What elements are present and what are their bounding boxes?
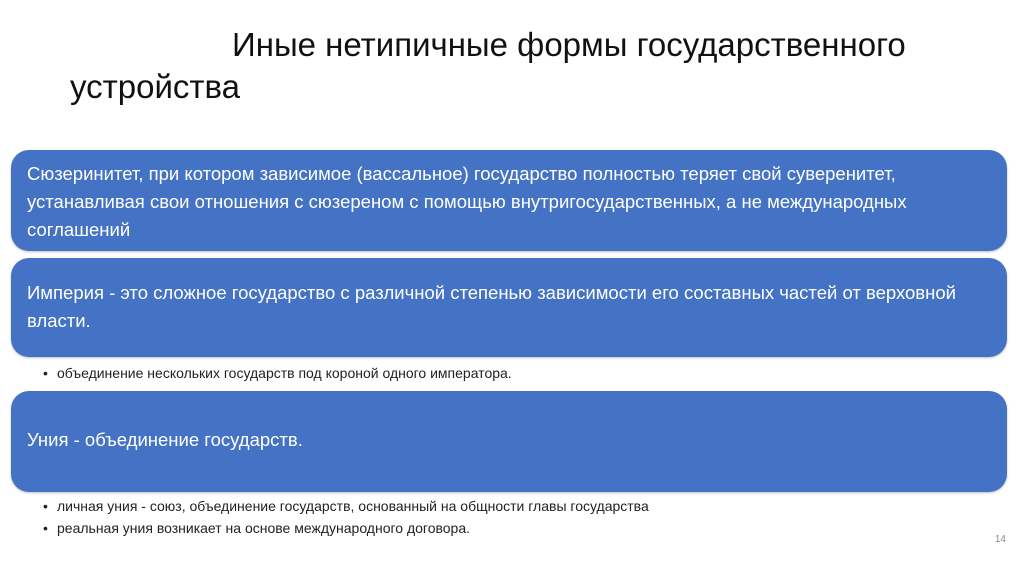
page-number: 14 bbox=[994, 534, 1006, 545]
suzerainty-box bbox=[11, 150, 1007, 251]
empire-text: Империя - это сложное государство с различной степенью зависимости его составных частей от верховной власти. bbox=[27, 282, 956, 331]
bullet-icon: • bbox=[43, 365, 48, 381]
list-item bbox=[41, 517, 649, 539]
list-item bbox=[41, 495, 649, 517]
bullet-icon: • bbox=[43, 498, 48, 514]
list-item bbox=[41, 362, 512, 384]
suzerainty-text: Сюзеринитет, при котором зависимое (вассальное) государство полностью теряет свой суверенитет, устанавливая свои отношения с сюзереном с помощью внутригосударственных, а не международных соглашений bbox=[27, 163, 907, 240]
slide-title-line-2: устройства bbox=[70, 68, 241, 105]
slide-title-line-1: Иные нетипичные формы государственного bbox=[232, 26, 906, 63]
empire-box bbox=[11, 258, 1007, 357]
union-bullet-list bbox=[41, 495, 649, 539]
bullet-icon: • bbox=[43, 520, 48, 536]
bullet-text: личная уния - союз, объединение государств, основанный на общности главы государства bbox=[57, 498, 649, 514]
union-box bbox=[11, 391, 1007, 492]
bullet-text: реальная уния возникает на основе международного договора. bbox=[57, 520, 471, 536]
bullet-text: объединение нескольких государств под короной одного императора. bbox=[57, 365, 512, 381]
slide-title bbox=[70, 24, 970, 108]
union-text: Уния - объединение государств. bbox=[27, 429, 303, 450]
empire-bullet-list bbox=[41, 362, 512, 384]
